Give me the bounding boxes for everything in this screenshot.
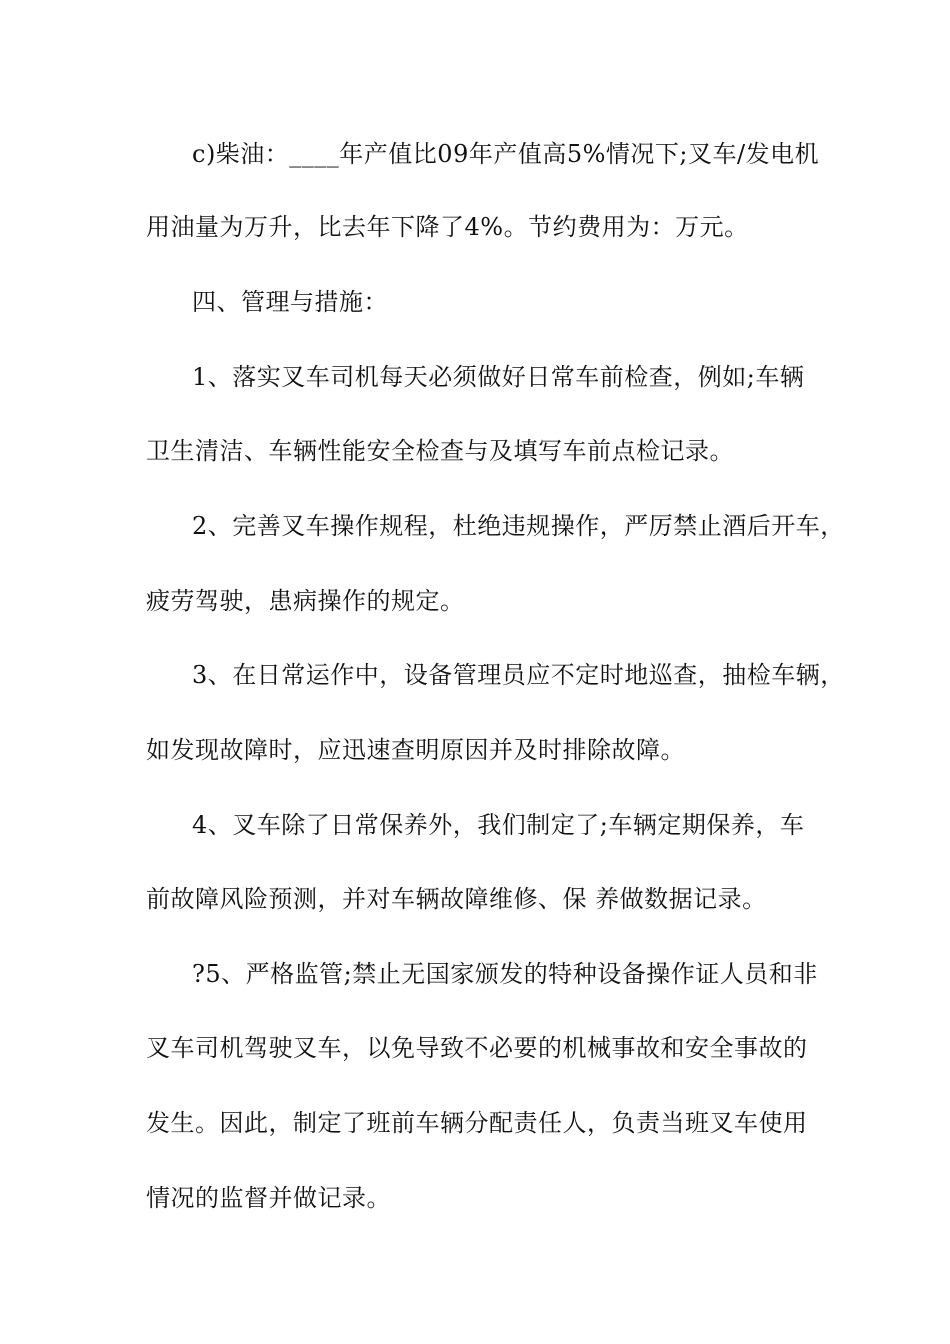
item-1-line-2: 卫生清洁、车辆性能安全检查与及填写车前点检记录。 xyxy=(146,437,734,465)
item-5-line-1: ?5、严格监管;禁止无国家颁发的特种设备操作证人员和非 xyxy=(192,960,818,988)
item-2-line-1: 2、完善叉车操作规程，杜绝违规操作，严厉禁止酒后开车， xyxy=(192,512,845,540)
section-heading-management: 四、管理与措施： xyxy=(192,288,388,316)
item-1-line-1: 1、落实叉车司机每天必须做好日常车前检查，例如;车辆 xyxy=(192,363,805,391)
item-3-line-2: 如发现故障时，应迅速查明原因并及时排除故障。 xyxy=(146,736,685,764)
item-4-line-1: 4、叉车除了日常保养外，我们制定了;车辆定期保养，车 xyxy=(192,811,805,839)
item-5-line-4: 情况的监督并做记录。 xyxy=(146,1184,391,1212)
item-2-line-2: 疲劳驾驶，患病操作的规定。 xyxy=(146,587,465,615)
paragraph-diesel-line-2: 用油量为万升，比去年下降了4%。节约费用为：万元。 xyxy=(146,213,749,241)
item-5-line-3: 发生。因此，制定了班前车辆分配责任人，负责当班叉车使用 xyxy=(146,1109,808,1137)
item-5-line-2: 叉车司机驾驶叉车，以免导致不必要的机械事故和安全事故的 xyxy=(146,1034,808,1062)
item-4-line-2: 前故障风险预测，并对车辆故障维修、保 养做数据记录。 xyxy=(146,885,767,913)
paragraph-diesel-line-1: c)柴油：____年产值比09年产值高5%情况下;叉车/发电机 xyxy=(192,140,820,168)
item-3-line-1: 3、在日常运作中，设备管理员应不定时地巡查，抽检车辆， xyxy=(192,661,845,689)
